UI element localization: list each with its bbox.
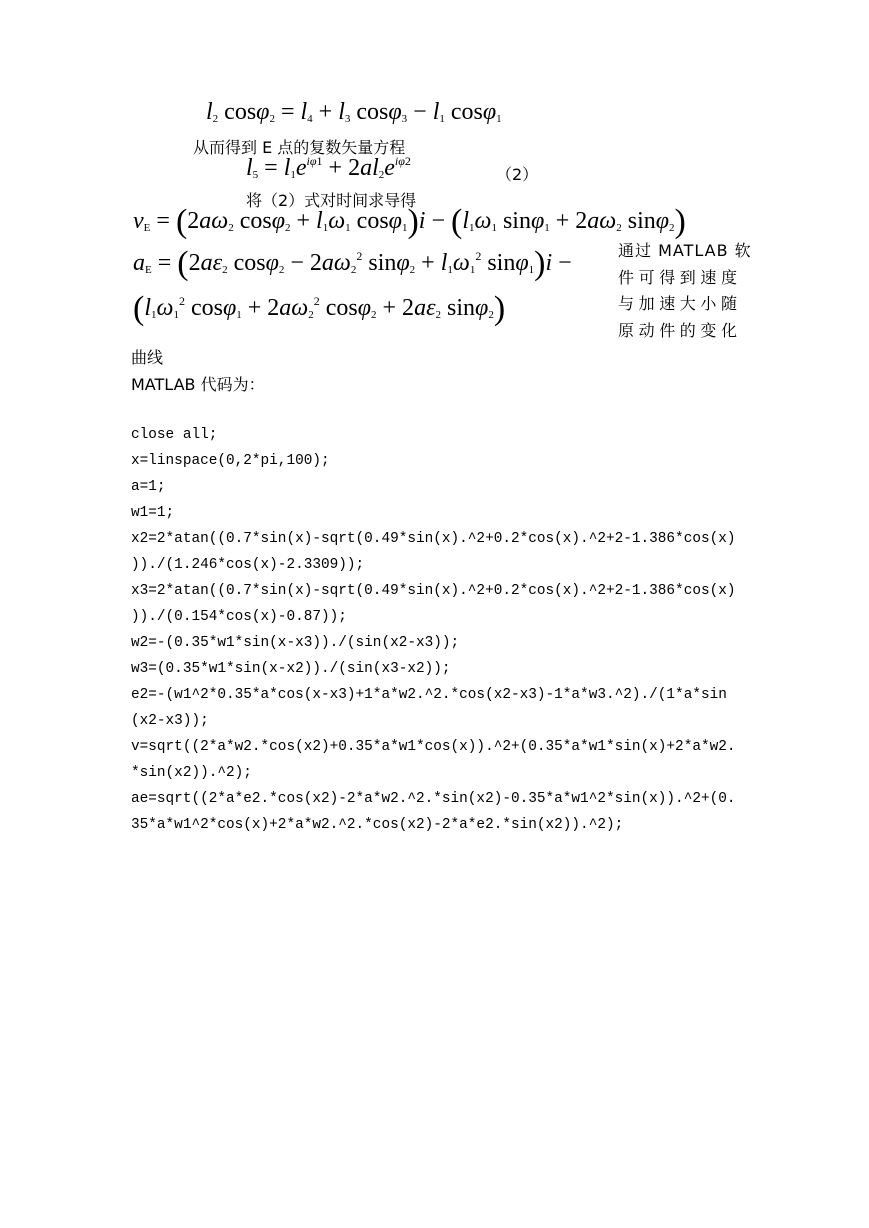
equation-number: （2） [496, 165, 539, 184]
code-line: v=sqrt((2*a*w2.*cos(x2)+0.35*a*w1*cos(x)).^2+(0.35*a*w1*sin(x)+2*a*w2. [131, 739, 736, 755]
code-line: ))./(0.154*cos(x)-0.87)); [131, 609, 347, 625]
side-note-line: 通过 MATLAB 软 [618, 241, 752, 260]
side-note-line: 与加速大小随 [618, 294, 738, 313]
complex-equation-intro: 从而得到 E 点的复数矢量方程 [193, 138, 406, 157]
code-line: ae=sqrt((2*a*e2.*cos(x2)-2*a*w2.^2.*sin(x2)-0.35*a*w1^2*sin(x)).^2+(0. [131, 791, 736, 807]
curve-word: 曲线 [131, 348, 164, 367]
code-intro: MATLAB 代码为： [131, 375, 265, 394]
code-line: close all; [131, 427, 218, 443]
code-line: x3=2*atan((0.7*sin(x)-sqrt(0.49*sin(x).^2+0.2*cos(x).^2+2-1.386*cos(x) [131, 583, 736, 599]
equation-acceleration-line1: $a_E = (2a\varepsilon_2$ $\cos\varphi_2 - 2a\omega_2^2$ $\sin\varphi_2 + l_1\omega_1^2$ sinφ$_1$)i − [133, 245, 572, 282]
code-line: w1=1; [131, 505, 175, 521]
equation-complex-vector: $l_5 = l_1e^{i\varphi 1} + 2al_2e^{i\varphi 2}$ [246, 154, 411, 181]
code-line: e2=-(w1^2*0.35*a*cos(x-x3)+1*a*w2.^2.*cos(x2-x3)-1*a*w3.^2)./(1*a*sin [131, 687, 727, 703]
code-line: w3=(0.35*w1*sin(x-x2))./(sin(x3-x2)); [131, 661, 451, 677]
code-line: 35*a*w1^2*cos(x)+2*a*w2.^2.*cos(x2)-2*a*e2.*sin(x2)).^2); [131, 817, 624, 833]
code-line: (x2-x3)); [131, 713, 209, 729]
side-note-line: 原动件的变化 [618, 320, 738, 340]
code-line: a=1; [131, 479, 166, 495]
matlab-code-block [131, 422, 743, 838]
code-line: *sin(x2)).^2); [131, 765, 252, 781]
side-note [618, 238, 752, 344]
side-note-line: 件可得到速度 [618, 267, 738, 287]
code-line: x2=2*atan((0.7*sin(x)-sqrt(0.49*sin(x).^2+0.2*cos(x).^2+2-1.386*cos(x) [131, 531, 736, 547]
code-line: x=linspace(0,2*pi,100); [131, 453, 330, 469]
equation-acceleration-line2: ($l_1\omega_1^2$ $\cos\varphi_1 + 2a\omega_2^2$ $\cos\varphi_2 + 2a\varepsilon_2$ sinφ$_2$) [133, 290, 506, 327]
code-line: ))./(1.246*cos(x)-2.3309)); [131, 557, 365, 573]
derive-intro: 将（2）式对时间求导得 [246, 191, 417, 210]
code-line: w2=-(0.35*w1*sin(x-x3))./(sin(x2-x3)); [131, 635, 460, 651]
equation-velocity: $v_E = (2a\omega_2$ $\cos\varphi_2 + l_1\omega_1$ $\cos\varphi_1)i - (l_1\omega_1$ $\sin\varphi_1 + 2a\omega_2$ sinφ$_2$) [133, 203, 686, 240]
equation-position-loop: $l_2$ $\cos\varphi_2 = l_4 + l_3$ $\cos\varphi_3 - l_1$ cosφ$_1$ [206, 99, 502, 125]
